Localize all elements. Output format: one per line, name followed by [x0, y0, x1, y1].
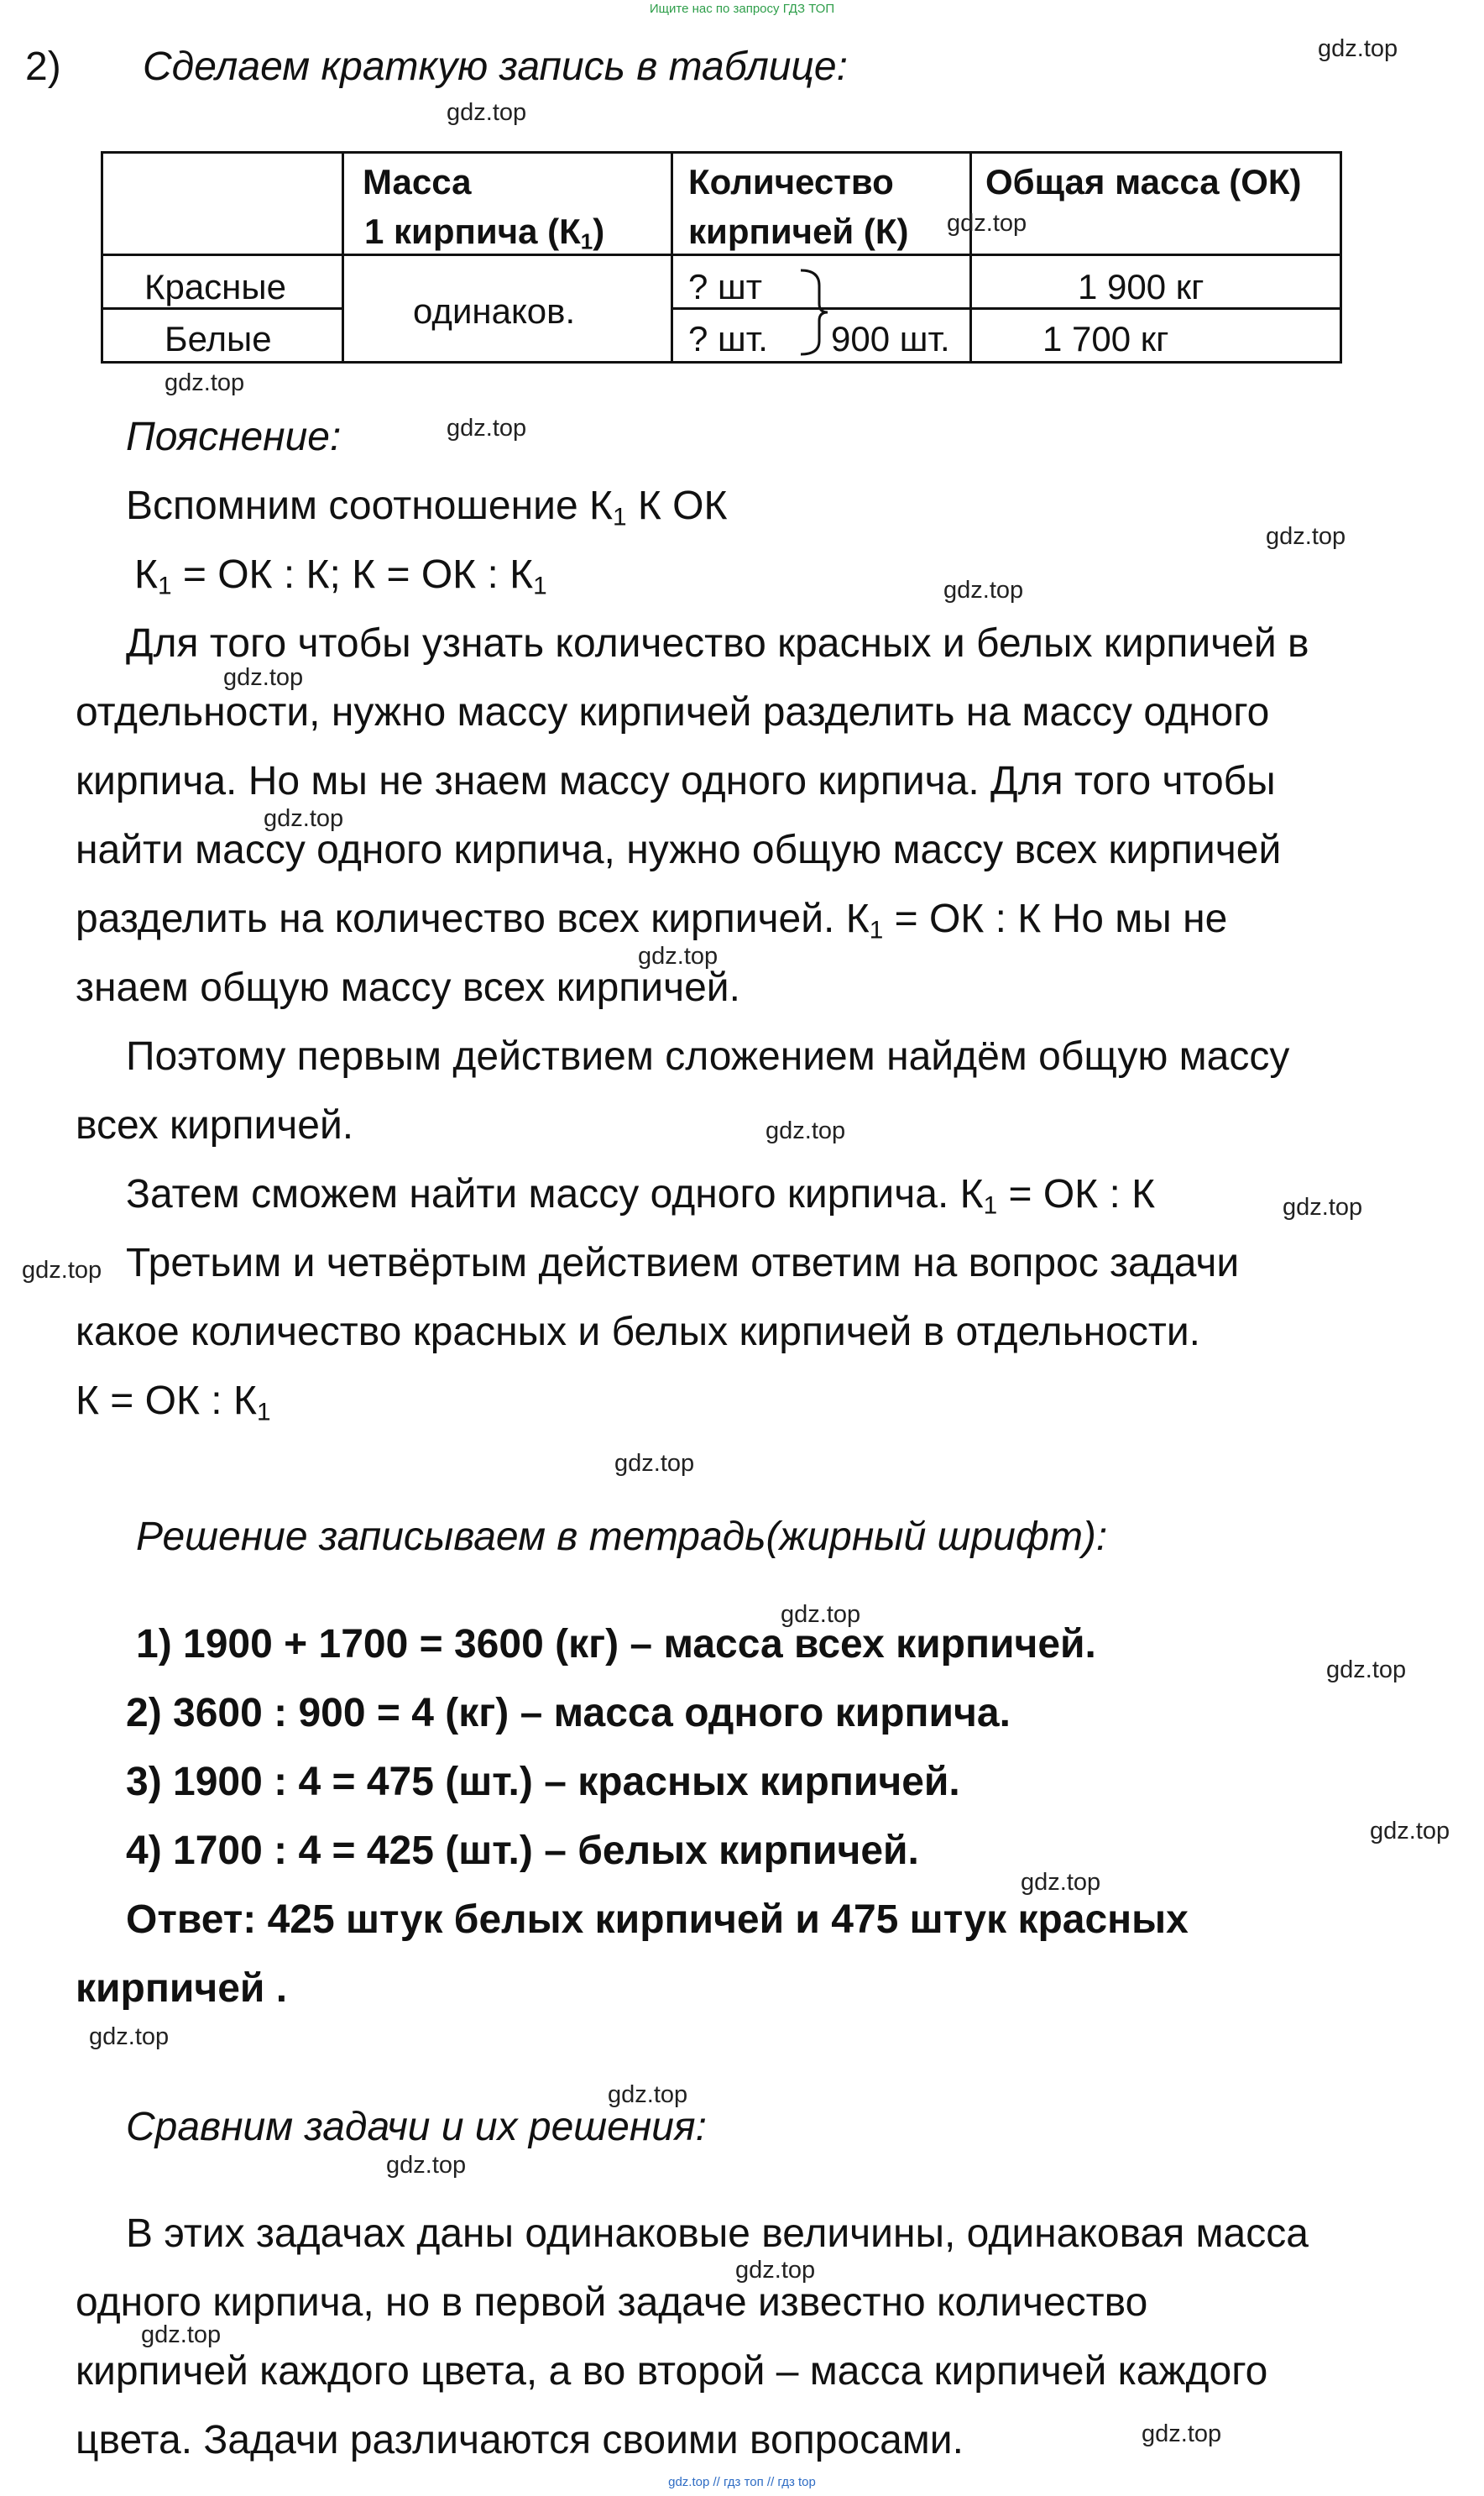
- answer-line1: Ответ: 425 штук белых кирпичей и 475 штук красных: [126, 1897, 1189, 1942]
- watermark: gdz.top: [638, 943, 718, 970]
- para3: Затем сможем найти массу одного кирпича. $К_1$ = ОК : К: [126, 1172, 1156, 1220]
- watermark: gdz.top: [614, 1450, 695, 1477]
- solution-step-4: 4) 1700 : 4 = 425 (шт.) – белых кирпичей.: [126, 1829, 919, 1873]
- header-note: Ищите нас по запросу ГДЗ ТОП: [649, 2, 835, 16]
- row-white-label: Белые: [165, 319, 272, 358]
- solution-heading: Решение записываем в тетрадь(жирный шрифт):: [136, 1515, 1108, 1559]
- watermark: gdz.top: [1142, 2420, 1222, 2447]
- comparison-heading: Сравним задачи и их решения:: [126, 2105, 707, 2149]
- explanation-formula: $К_1$ = ОК : К; К = ОК : $К_1$: [134, 552, 547, 600]
- header-mass-line2: 1 кирпича $(К_1)$: [364, 212, 605, 254]
- para4-formula: К = ОК : $К_1$: [76, 1379, 271, 1426]
- watermark: gdz.top: [1326, 1656, 1407, 1683]
- watermark: gdz.top: [386, 2152, 467, 2179]
- watermark: gdz.top: [766, 1117, 846, 1144]
- header-count-line1: Количество: [688, 162, 894, 201]
- watermark: gdz.top: [1370, 1818, 1450, 1845]
- combined-count: 900 шт.: [831, 319, 950, 358]
- solution-step-1: 1) 1900 + 1700 = 3600 (кг) – масса всех кирпичей.: [136, 1622, 1096, 1667]
- para1-line1: Для того чтобы узнать количество красных и белых кирпичей в: [126, 621, 1309, 666]
- watermark: gdz.top: [943, 577, 1024, 604]
- watermark: gdz.top: [223, 664, 304, 691]
- watermark: gdz.top: [1021, 1869, 1101, 1896]
- header-mass-line1: Масса: [363, 162, 472, 201]
- watermark: gdz.top: [264, 805, 344, 832]
- watermark: gdz.top: [447, 99, 527, 126]
- watermark: gdz.top: [781, 1601, 861, 1628]
- solution-step-2: 2) 3600 : 900 = 4 (кг) – масса одного кирпича.: [126, 1691, 1011, 1735]
- watermark: gdz.top: [735, 2257, 816, 2284]
- para1-line6: знаем общую массу всех кирпичей.: [76, 965, 740, 1010]
- para1-line2: отдельности, нужно массу кирпичей разделить на массу одного: [76, 690, 1270, 735]
- para2-line1: Поэтому первым действием сложением найдём общую массу: [126, 1034, 1290, 1079]
- watermark: gdz.top: [89, 2023, 170, 2050]
- solution-step-3: 3) 1900 : 4 = 475 (шт.) – красных кирпичей.: [126, 1760, 960, 1804]
- comparison-line4: цвета. Задачи различаются своими вопросами.: [76, 2418, 964, 2462]
- row-red-count: ? шт: [688, 267, 762, 306]
- mass-value: одинаков.: [413, 291, 576, 331]
- para1-line3: кирпича. Но мы не знаем массу одного кирпича. Для того чтобы: [76, 759, 1276, 803]
- watermark: gdz.top: [141, 2321, 222, 2348]
- watermark: gdz.top: [608, 2081, 688, 2108]
- comparison-line3: кирпичей каждого цвета, а во второй – масса кирпичей каждого: [76, 2349, 1268, 2394]
- watermark: gdz.top: [22, 1257, 102, 1284]
- explanation-relation: Вспомним соотношение $К_1$ К ОК: [126, 484, 728, 531]
- row-red-label: Красные: [144, 267, 286, 306]
- footer-note: gdz.top // гдз топ // гдз top: [668, 2475, 816, 2489]
- para1-line5: разделить на количество всех кирпичей. $К_1$ = ОК : К Но мы не: [76, 897, 1228, 945]
- task-number: 2): [25, 44, 61, 89]
- answer-line2: кирпичей .: [76, 1966, 288, 2011]
- header-total: Общая масса (ОК): [985, 162, 1302, 201]
- para1-line4: найти массу одного кирпича, нужно общую массу всех кирпичей: [76, 828, 1282, 872]
- row-white-total: 1 700 кг: [1042, 319, 1169, 358]
- para4-line1: Третьим и четвёртым действием ответим на вопрос задачи: [126, 1241, 1240, 1285]
- header-count-line2: кирпичей (К): [688, 212, 909, 251]
- watermark: gdz.top: [1283, 1194, 1363, 1221]
- para4-line2: какое количество красных и белых кирпичей в отдельности.: [76, 1310, 1200, 1354]
- table-header-empty: [102, 153, 343, 255]
- watermark: gdz.top: [165, 369, 245, 396]
- brace-icon: [796, 267, 838, 359]
- watermark: gdz.top: [947, 210, 1027, 237]
- para2-line2: всех кирпичей.: [76, 1103, 354, 1148]
- watermark: gdz.top: [447, 415, 527, 442]
- comparison-line2: одного кирпича, но в первой задаче известно количество: [76, 2280, 1148, 2325]
- comparison-line1: В этих задачах даны одинаковые величины, одинаковая масса: [126, 2211, 1309, 2256]
- watermark: gdz.top: [1266, 523, 1346, 550]
- row-white-count: ? шт.: [688, 319, 768, 358]
- explanation-heading: Пояснение:: [126, 415, 342, 459]
- row-red-total: 1 900 кг: [1078, 267, 1204, 306]
- task-title: Сделаем краткую запись в таблице:: [143, 44, 848, 89]
- watermark: gdz.top: [1318, 35, 1398, 62]
